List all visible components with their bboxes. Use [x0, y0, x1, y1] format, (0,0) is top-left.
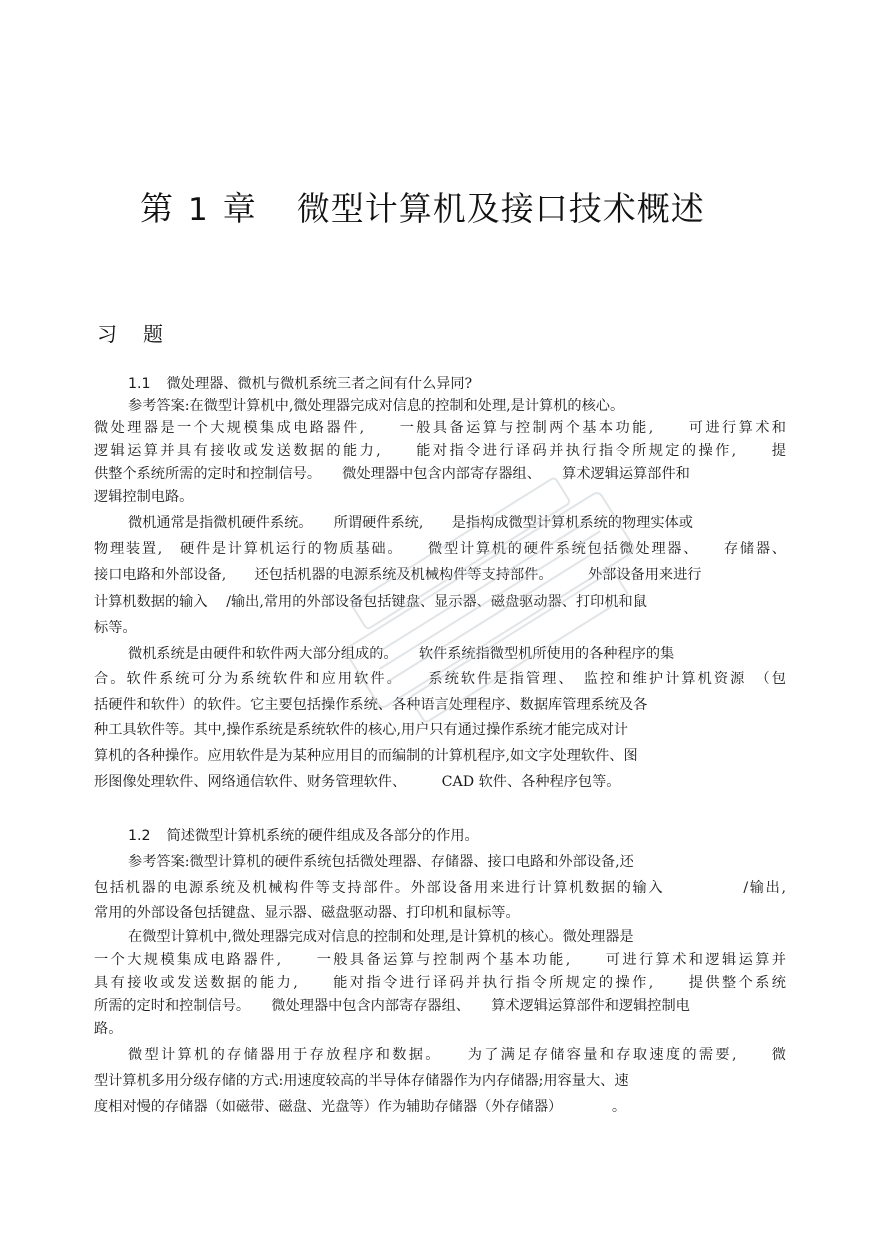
line-text: 具有接收或发送数据的能力, 能对指令进行译码并执行指令所规定的操作, 提供整个系统 — [94, 975, 786, 991]
body-line — [94, 950, 786, 970]
line-text: 微机系统是由硬件和软件两大部分组成的。 软件系统指微型机所使用的各种程序的集 — [128, 646, 675, 662]
line-text: 一个大规模集成电路器件, 一般具备运算与控制两个基本功能, 可进行算术和逻辑运算并 — [94, 952, 786, 968]
line-text: 型计算机多用分级存储的方式:用速度较高的半导体存储器作为内存储器;用容量大、速 — [94, 1073, 629, 1089]
body-line — [94, 1097, 786, 1117]
body-line — [94, 996, 786, 1016]
body-line — [128, 396, 786, 416]
line-text: 微处理器、微机与微机系统三者之间有什么异同? — [166, 376, 473, 392]
line-text: 在微型计算机中,微处理器完成对信息的控制和处理,是计算机的核心。微处理器是 — [128, 929, 634, 945]
body-line — [128, 513, 786, 533]
body-line — [94, 464, 786, 484]
line-text: 所需的定时和控制信号。 微处理器中包含内部寄存器组、 算术逻辑运算部件和逻辑控制电 — [94, 998, 690, 1014]
line-text: 物理装置, 硬件是计算机运行的物质基础。 微型计算机的硬件系统包括微处理器、 存储器、 — [94, 541, 786, 557]
body-line — [94, 418, 786, 438]
body-line — [128, 1045, 786, 1065]
line-text: 种工具软件等。其中,操作系统是系统软件的核心,用户只有通过操作系统才能完成对计 — [94, 722, 628, 738]
chapter-number: 1 — [188, 192, 209, 228]
line-text: 算机的各种操作。应用软件是为某种应用目的而编制的计算机程序,如文字处理软件、图 — [94, 748, 638, 764]
body-line — [94, 592, 786, 612]
body-line — [94, 695, 786, 715]
line-text: 简述微型计算机系统的硬件组成及各部分的作用。 — [166, 828, 479, 844]
line-text: 括硬件和软件）的软件。它主要包括操作系统、各种语言处理程序、数据库管理系统及各 — [94, 697, 648, 713]
line-text: 合。软件系统可分为系统软件和应用软件。 系统软件是指管理、 监控和维护计算机资源 （包 — [94, 671, 786, 687]
chapter-label-prefix: 第 — [140, 189, 174, 228]
body-line — [94, 1019, 786, 1039]
line-text: 计算机数据的输入 /输出,常用的外部设备包括键盘、显示器、磁盘驱动器、打印机和鼠 — [94, 594, 647, 610]
body-line — [94, 903, 786, 923]
line-text: 包括机器的电源系统及机械构件等支持部件。外部设备用来进行计算机数据的输入 /输出, — [94, 880, 786, 896]
body-line — [94, 746, 786, 766]
line-text: 参考答案:在微型计算机中,微处理器完成对信息的控制和处理,是计算机的核心。 — [128, 398, 625, 414]
body-line — [94, 1071, 786, 1091]
question-number: 1.1 — [128, 376, 151, 392]
section-title: 习题 — [97, 322, 189, 346]
line-text: 逻辑控制电路。 — [94, 489, 194, 505]
body-line — [94, 720, 786, 740]
line-text: 标等。 — [94, 620, 137, 636]
body-line — [128, 927, 786, 947]
question-line — [128, 826, 786, 846]
body-line — [94, 487, 786, 507]
body-line — [94, 772, 786, 792]
body-line — [94, 973, 786, 993]
body-line — [128, 852, 786, 872]
line-text: 逻辑运算并具有接收或发送数据的能力, 能对指令进行译码并执行指令所规定的操作, 提 — [94, 443, 786, 459]
line-text: 微处理器是一个大规模集成电路器件, 一般具备运算与控制两个基本功能, 可进行算术和 — [94, 420, 786, 436]
line-text: 路。 — [94, 1021, 123, 1037]
question-line — [128, 374, 786, 394]
line-text: 形图像处理软件、网络通信软件、财务管理软件、 CAD 软件、各种程序包等。 — [94, 774, 621, 790]
line-text: 常用的外部设备包括键盘、显示器、磁盘驱动器、打印机和鼠标等。 — [94, 905, 520, 921]
chapter-title — [140, 183, 705, 230]
line-text: 度相对慢的存储器（如磁带、磁盘、光盘等）作为辅助存储器（外存储器） 。 — [94, 1099, 627, 1115]
line-text: 供整个系统所需的定时和控制信号。 微处理器中包含内部寄存器组、 算术逻辑运算部件和 — [94, 466, 690, 482]
chapter-label-suffix: 章 — [222, 189, 257, 228]
body-line — [128, 644, 786, 664]
line-text: 参考答案:微型计算机的硬件系统包括微处理器、存储器、接口电路和外部设备,还 — [128, 854, 634, 870]
line-text: 微型计算机的存储器用于存放程序和数据。 为了满足存储容量和存取速度的需要, 微 — [128, 1047, 786, 1063]
body-line — [94, 565, 786, 585]
line-text: 微机通常是指微机硬件系统。 所谓硬件系统, 是指构成微型计算机系统的物理实体或 — [128, 515, 693, 531]
body-line — [94, 669, 786, 689]
body-line — [94, 441, 786, 461]
chapter-name: 微型计算机及接口技术概述 — [296, 189, 705, 228]
question-number: 1.2 — [128, 828, 151, 844]
line-text: 接口电路和外部设备, 还包括机器的电源系统及机械构件等支持部件。 外部设备用来进行 — [94, 567, 702, 583]
body-line — [94, 618, 786, 638]
body-line — [94, 878, 786, 898]
body-line — [94, 539, 786, 559]
